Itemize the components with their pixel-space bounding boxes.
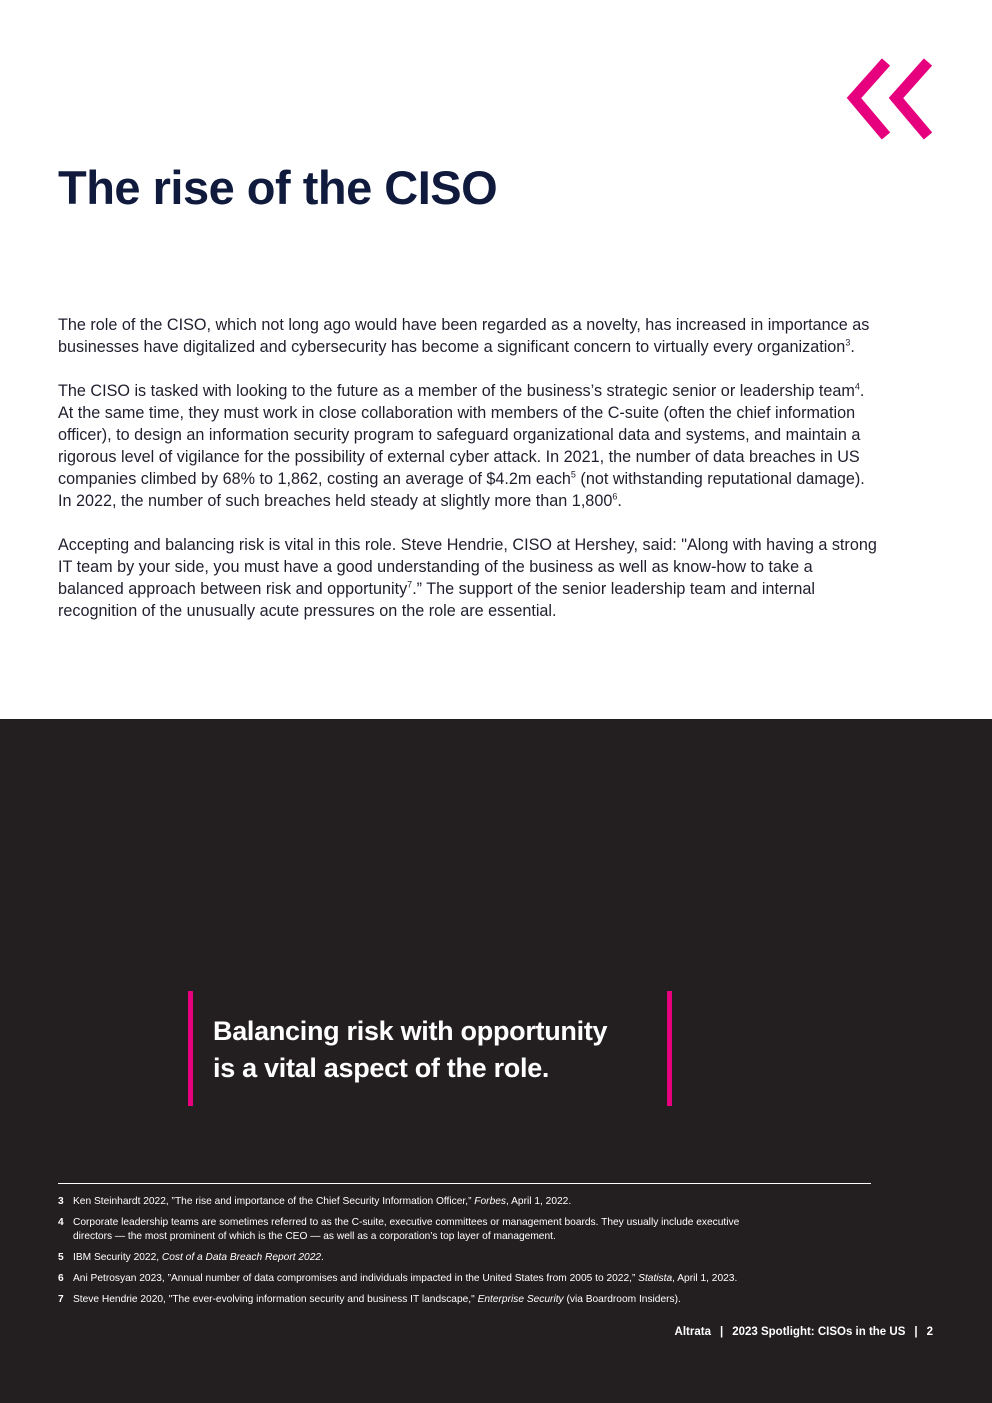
footer-report-title: 2023 Spotlight: CISOs in the US — [732, 1326, 906, 1338]
double-chevron-left-icon — [846, 56, 936, 144]
footnote-ref-6[interactable]: 6 — [612, 491, 618, 502]
footer-separator: | — [719, 1326, 724, 1338]
footnote-ref-4[interactable]: 4 — [854, 381, 860, 392]
footnote-4: 4 Corporate leadership teams are sometimes referred to as the C-suite, executive committees or management boards. They usually include executive directors — the most prominent of which is the CEO — as well as a corporation’s top layer of management. — [58, 1217, 740, 1242]
pull-quote — [188, 991, 672, 1106]
footnote-3: 3 Ken Steinhardt 2022, ”The rise and importance of the Chief Security Information Officer,” Forbes, April 1, 2022. — [58, 1196, 572, 1207]
footer-separator: | — [914, 1326, 918, 1338]
footnote-ref-7[interactable]: 7 — [407, 579, 413, 590]
footnote-7: 7 Steve Hendrie 2020, "The ever-evolving information security and business IT landscape," Enterprise Security (via Boardroom Insiders). — [58, 1294, 681, 1305]
footnote-ref-5[interactable]: 5 — [570, 469, 576, 480]
footnotes — [58, 1195, 778, 1314]
pull-quote-left-bar — [188, 991, 193, 1106]
pull-quote-text — [213, 1013, 643, 1087]
page-number: 2 — [926, 1326, 933, 1338]
footnotes-divider — [58, 1183, 871, 1184]
footnote-6: 6 Ani Petrosyan 2023, ”Annual number of data compromises and individuals impacted in the United States from 2005 to 2022,” Statista, April 1, 2023. — [58, 1273, 738, 1284]
footnote-ref-3[interactable]: 3 — [845, 337, 851, 348]
pull-quote-line-1: Balancing risk with opportunity — [213, 1016, 608, 1046]
pull-quote-line-2: is a vital aspect of the role. — [213, 1053, 550, 1083]
paragraph-2: The CISO is tasked with looking to the future as a member of the business’s strategic senior or leadership team$^4$. At the same time, they must work in close collaboration with members of the C-suite (often the chief information officer), to design an information security program to safeguard organizational data and systems, and maintain a rigorous level of vigilance for the possibility of external cyber attack. In 2021, the number of data breaches in US companies climbed by 68% to 1,862, costing an average of $4.2m each$^5$ (not withstanding reputational damage). In 2022, the number of such breaches held steady at slightly more than 1,800$^6$. — [58, 381, 865, 510]
paragraph-1: The role of the CISO, which not long ago would have been regarded as a novelty, has increased in importance as businesses have digitalized and cybersecurity has become a significant concern to virtually every organization$^3$. — [58, 316, 870, 356]
pull-quote-right-bar — [667, 991, 672, 1106]
page-title: The rise of the CISO — [58, 161, 498, 214]
footer-brand: Altrata — [674, 1326, 711, 1338]
page-footer — [675, 1326, 933, 1338]
body-text — [58, 314, 878, 644]
footnote-5: 5 IBM Security 2022, Cost of a Data Breach Report 2022. — [58, 1252, 324, 1263]
paragraph-3: Accepting and balancing risk is vital in this role. Steve Hendrie, CISO at Hershey, said: "Along with having a strong IT team by your side, you must have a good understanding of the business as well as know-how to take a balanced approach between risk and opportunity$^7$.” The support of the senior leadership team and internal recognition of the unusually acute pressures on the role are essential. — [58, 536, 877, 620]
